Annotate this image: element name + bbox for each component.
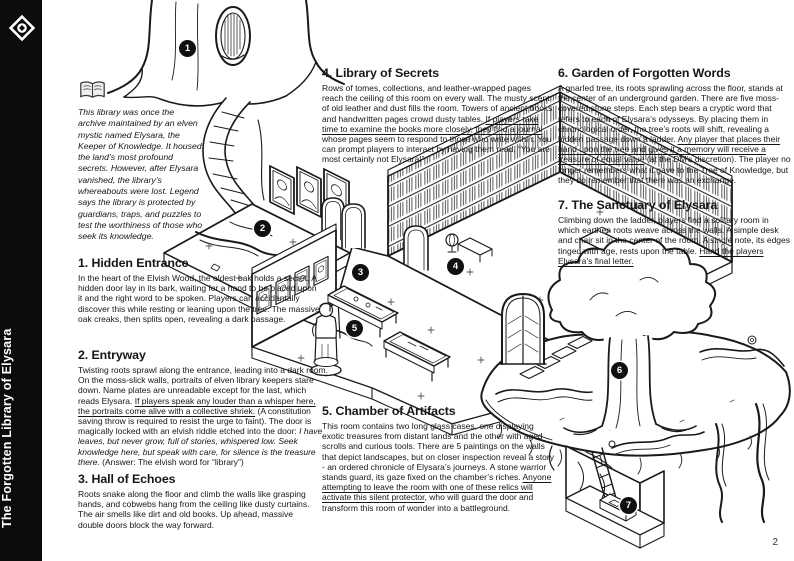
map-marker-sanctuary: 7	[620, 497, 637, 514]
page-number: 2	[772, 537, 778, 548]
map-marker-chamber: 5	[346, 320, 363, 337]
garden-door-arch	[500, 294, 546, 364]
section-entryway	[78, 348, 328, 467]
intro-text: This library was once the archive maintained by an elven mystic named Elysara, the Keeper of Knowledge. It housed the land’s most profound secrets. However, after Elysara vanished, the library’s whereabouts were lost. Legend says the library is protected by guardians, traps, and puzzles to test the worthiness of those who seek its knowledge.	[78, 107, 203, 242]
map-marker-entryway: 2	[254, 220, 271, 237]
section-body: In the heart of the Elvish Wood, the oldest oak holds a secret. A hidden door lay in its bark, waiting for a hand to be placed upon it and the right word to be spoken. Players can accidentally discover this while resting or leaning upon the tree. The massive oak creaks, then splits open, revealing a dark passage.	[78, 273, 320, 324]
section-title: 6. Garden of Forgotten Words	[558, 66, 731, 80]
section-library-of-secrets	[322, 66, 554, 165]
section-chamber-of-artifacts	[322, 404, 554, 513]
section-title: 2. Entryway	[78, 348, 146, 362]
section-title: 3. Hall of Echoes	[78, 472, 176, 486]
section-hidden-entrance	[78, 256, 322, 324]
section-body: Rows of tomes, collections, and leather-wrapped pages reach the ceiling of this room on every wall. The musty scent of old leather and dust fills the room. Towers of ancient books and handwritten pages crowd dusty tables. If players take time to examine the books more closely, they find a journal whose pages seem to respond to those who write within. You can prompt players to interact by having them read, “You are most certainly not Elysara!”	[322, 83, 553, 165]
section-hall-of-echoes	[78, 472, 318, 530]
section-title: 5. Chamber of Artifacts	[322, 404, 456, 418]
sidebar	[0, 0, 42, 561]
section-body: This room contains two long glass cases, one displaying exotic treasures from distant lands and the other with aged scrolls and curious tools. There are 5 paintings on the walls that depict landscapes, but on closer inspection reveal a story - an ordered chronicle of Elysara’s journeys. A stone warrior stands guard, its gaze fixed on the chamber’s riches. Anyone attempting to leave the room with one of these relics will activate this silent protector, who will guard the door and transform this room of wonder into a battleground.	[322, 421, 554, 513]
open-book-icon	[79, 80, 106, 101]
oak-tree	[106, 0, 344, 107]
globe	[446, 234, 458, 246]
sidebar-title: The Forgotten Library of Elysara	[0, 328, 14, 528]
section-title: 1. Hidden Entrance	[78, 256, 189, 270]
map-marker-hall-of-echoes: 3	[352, 264, 369, 281]
map-marker-library: 4	[447, 258, 464, 275]
map-marker-hidden-entrance: 1	[179, 40, 196, 57]
section-body: Climbing down the ladder, players find a solitary room in which earthen roots weave across the walls. A simple desk and chair sit in the center of the room. A single note, its edges tinged with age, rests upon the table. Hand the players Elysara’s final letter.	[558, 215, 790, 266]
sanctuary-room	[566, 441, 664, 548]
intro-note	[78, 107, 204, 243]
section-body: Roots snake along the floor and climb the walls like grasping hands, and cobwebs hang from the ceiling like dusty curtains. The air smells like dirt and old books. Up ahead, massive double doors block the way forward.	[78, 489, 310, 530]
map-marker-garden: 6	[611, 362, 628, 379]
section-garden-of-forgotten-words	[558, 66, 792, 185]
section-title: 4. Library of Secrets	[322, 66, 440, 80]
section-title: 7. The Sanctuary of Elysara	[558, 198, 718, 212]
diamond-compass-logo-icon	[8, 14, 36, 42]
section-body: Twisting roots sprawl along the entrance, leading into a dark room. On the moss-slick walls, portraits of elven library keepers stare down. Name plates are unreadable except for the last, which reads Elysara. If players speak any louder than a whisper here, the portraits come alive with a collective shriek. (A constitution saving throw is required to resist the urge to faint). The door is magically locked with an elvish riddle etched into the door: I have leaves, but never grow, full of stories, whispered low. Seek knowledge here, but speak with care, for silence is the treasure there. (Answer: The elvish word for “library”)	[78, 365, 328, 467]
section-sanctuary-of-elysara	[558, 198, 790, 266]
section-body: A gnarled tree, its roots sprawling across the floor, stands at the center of an underground garden. There are five moss-covered stone steps. Each step bears a cryptic word that refers to each of Elysara’s odysseys. By placing them in chronological order, the tree’s roots will shift, revealing a hidden passage down a ladder. Any player that places their hand upon the tree and gives it a memory will receive a treasure of equal value (at the DM’s discretion). The player no longer remembers what it gave to the Tree of Knowledge, but they do remember that there was an exchange.	[558, 83, 791, 185]
